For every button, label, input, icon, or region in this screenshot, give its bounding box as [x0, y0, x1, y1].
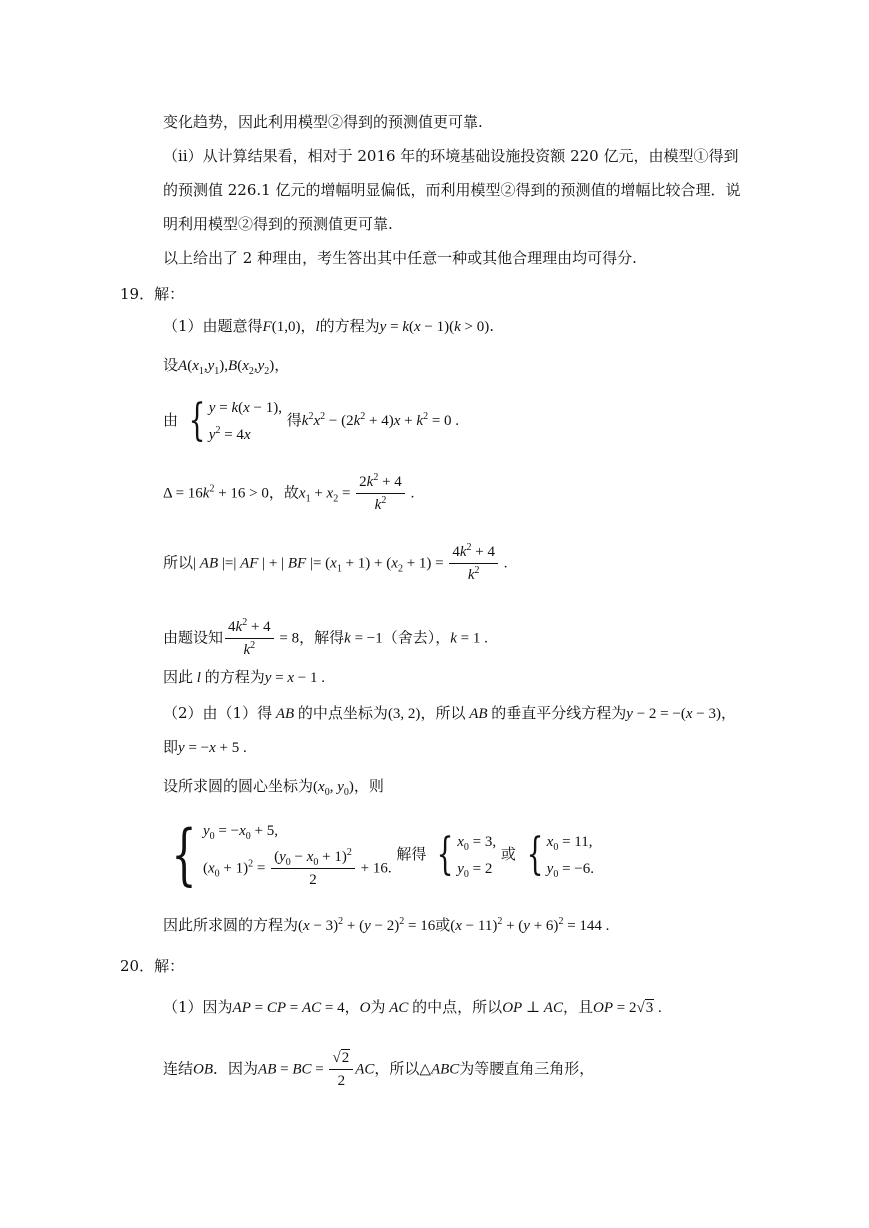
text-line: 连结OB．因为AB = BC = $\frac{√2}{2}$ AC，所以△ABC为等腰直角三角形， — [163, 1050, 595, 1089]
equation-line: 所以| AB |=| AF | + | BF |= $(x_1 + 1) + (x_2 + 1)$ = $\frac{4k^2 + 4}{k^2}$ . — [163, 542, 508, 583]
text-line: （1）因为AP = CP = AC = 4，O为 AC 的中点，所以OP ⊥ AC，且OP = 2√3 . — [163, 998, 662, 1016]
text-line: （1）由题意得F(1,0)，l的方程为y = k(x − 1)(k > 0). — [163, 317, 495, 335]
equation-line: 由题设知 $\frac{4k^2 + 4}{k^2}$ = 8，解得k = −1（舍去），k = 1 . — [163, 617, 488, 658]
text-line: 的预测值 226.1 亿元的增幅明显偏低，而利用模型②得到的预测值的增幅比较合理．说 — [163, 181, 741, 199]
text-line: 以上给出了 2 种理由，考生答出其中任意一种或其他合理理由均可得分. — [163, 249, 637, 267]
question-heading-20: 20．解： — [120, 957, 185, 975]
text-line: （2）由（1）得 AB 的中点坐标为(3, 2)，所以 AB 的垂直平分线方程为y − 2 = −(x − 3)， — [163, 704, 736, 722]
equation-system: 由 { y = k(x − 1), $y^2 = 4x$ 得$k^2x^2 - (2k^2 + 4)x + k^2 = 0$ . — [163, 395, 460, 446]
equation-line: $\Delta = 16k^2 + 16 > 0$，故$x_1 + x_2$ = $\frac{2k^2 + 4}{k^2}$ . — [163, 472, 415, 513]
text-line: 设$A(x_1,y_1),B(x_2,y_2)$， — [163, 356, 290, 377]
text-line: 设所求圆的圆心坐标为($x_0$, $y_0$)，则 — [163, 777, 384, 798]
text-line: 明利用模型②得到的预测值更可靠. — [163, 215, 393, 233]
text-line: 因此 l 的方程为y = x − 1 . — [163, 668, 325, 686]
text-line: （ⅱ）从计算结果看，相对于 2016 年的环境基础设施投资额 220 亿元，由模型①得到 — [163, 147, 739, 165]
text-line: 因此所求圆的方程为$(x - 3)^2 + (y - 2)^2 = 16$或$(x - 11)^2 + (y + 6)^2 = 144$ . — [163, 916, 610, 934]
text-line: 变化趋势，因此利用模型②得到的预测值更可靠. — [163, 113, 483, 131]
question-heading-19: 19．解： — [120, 285, 185, 303]
text-line: 即y = −x + 5 . — [163, 738, 247, 756]
equation-system: { $y_0 = -x_0 + 5$, $(x_0 + 1)^2$ = $\frac{(y_0 - x_0 + 1)^2}{2}$ + 16. 解得 { $x_0 = 3$, $y_0 = 2$ 或 { $x_0 = 11$, $y_0 = -6$. — [171, 816, 594, 893]
